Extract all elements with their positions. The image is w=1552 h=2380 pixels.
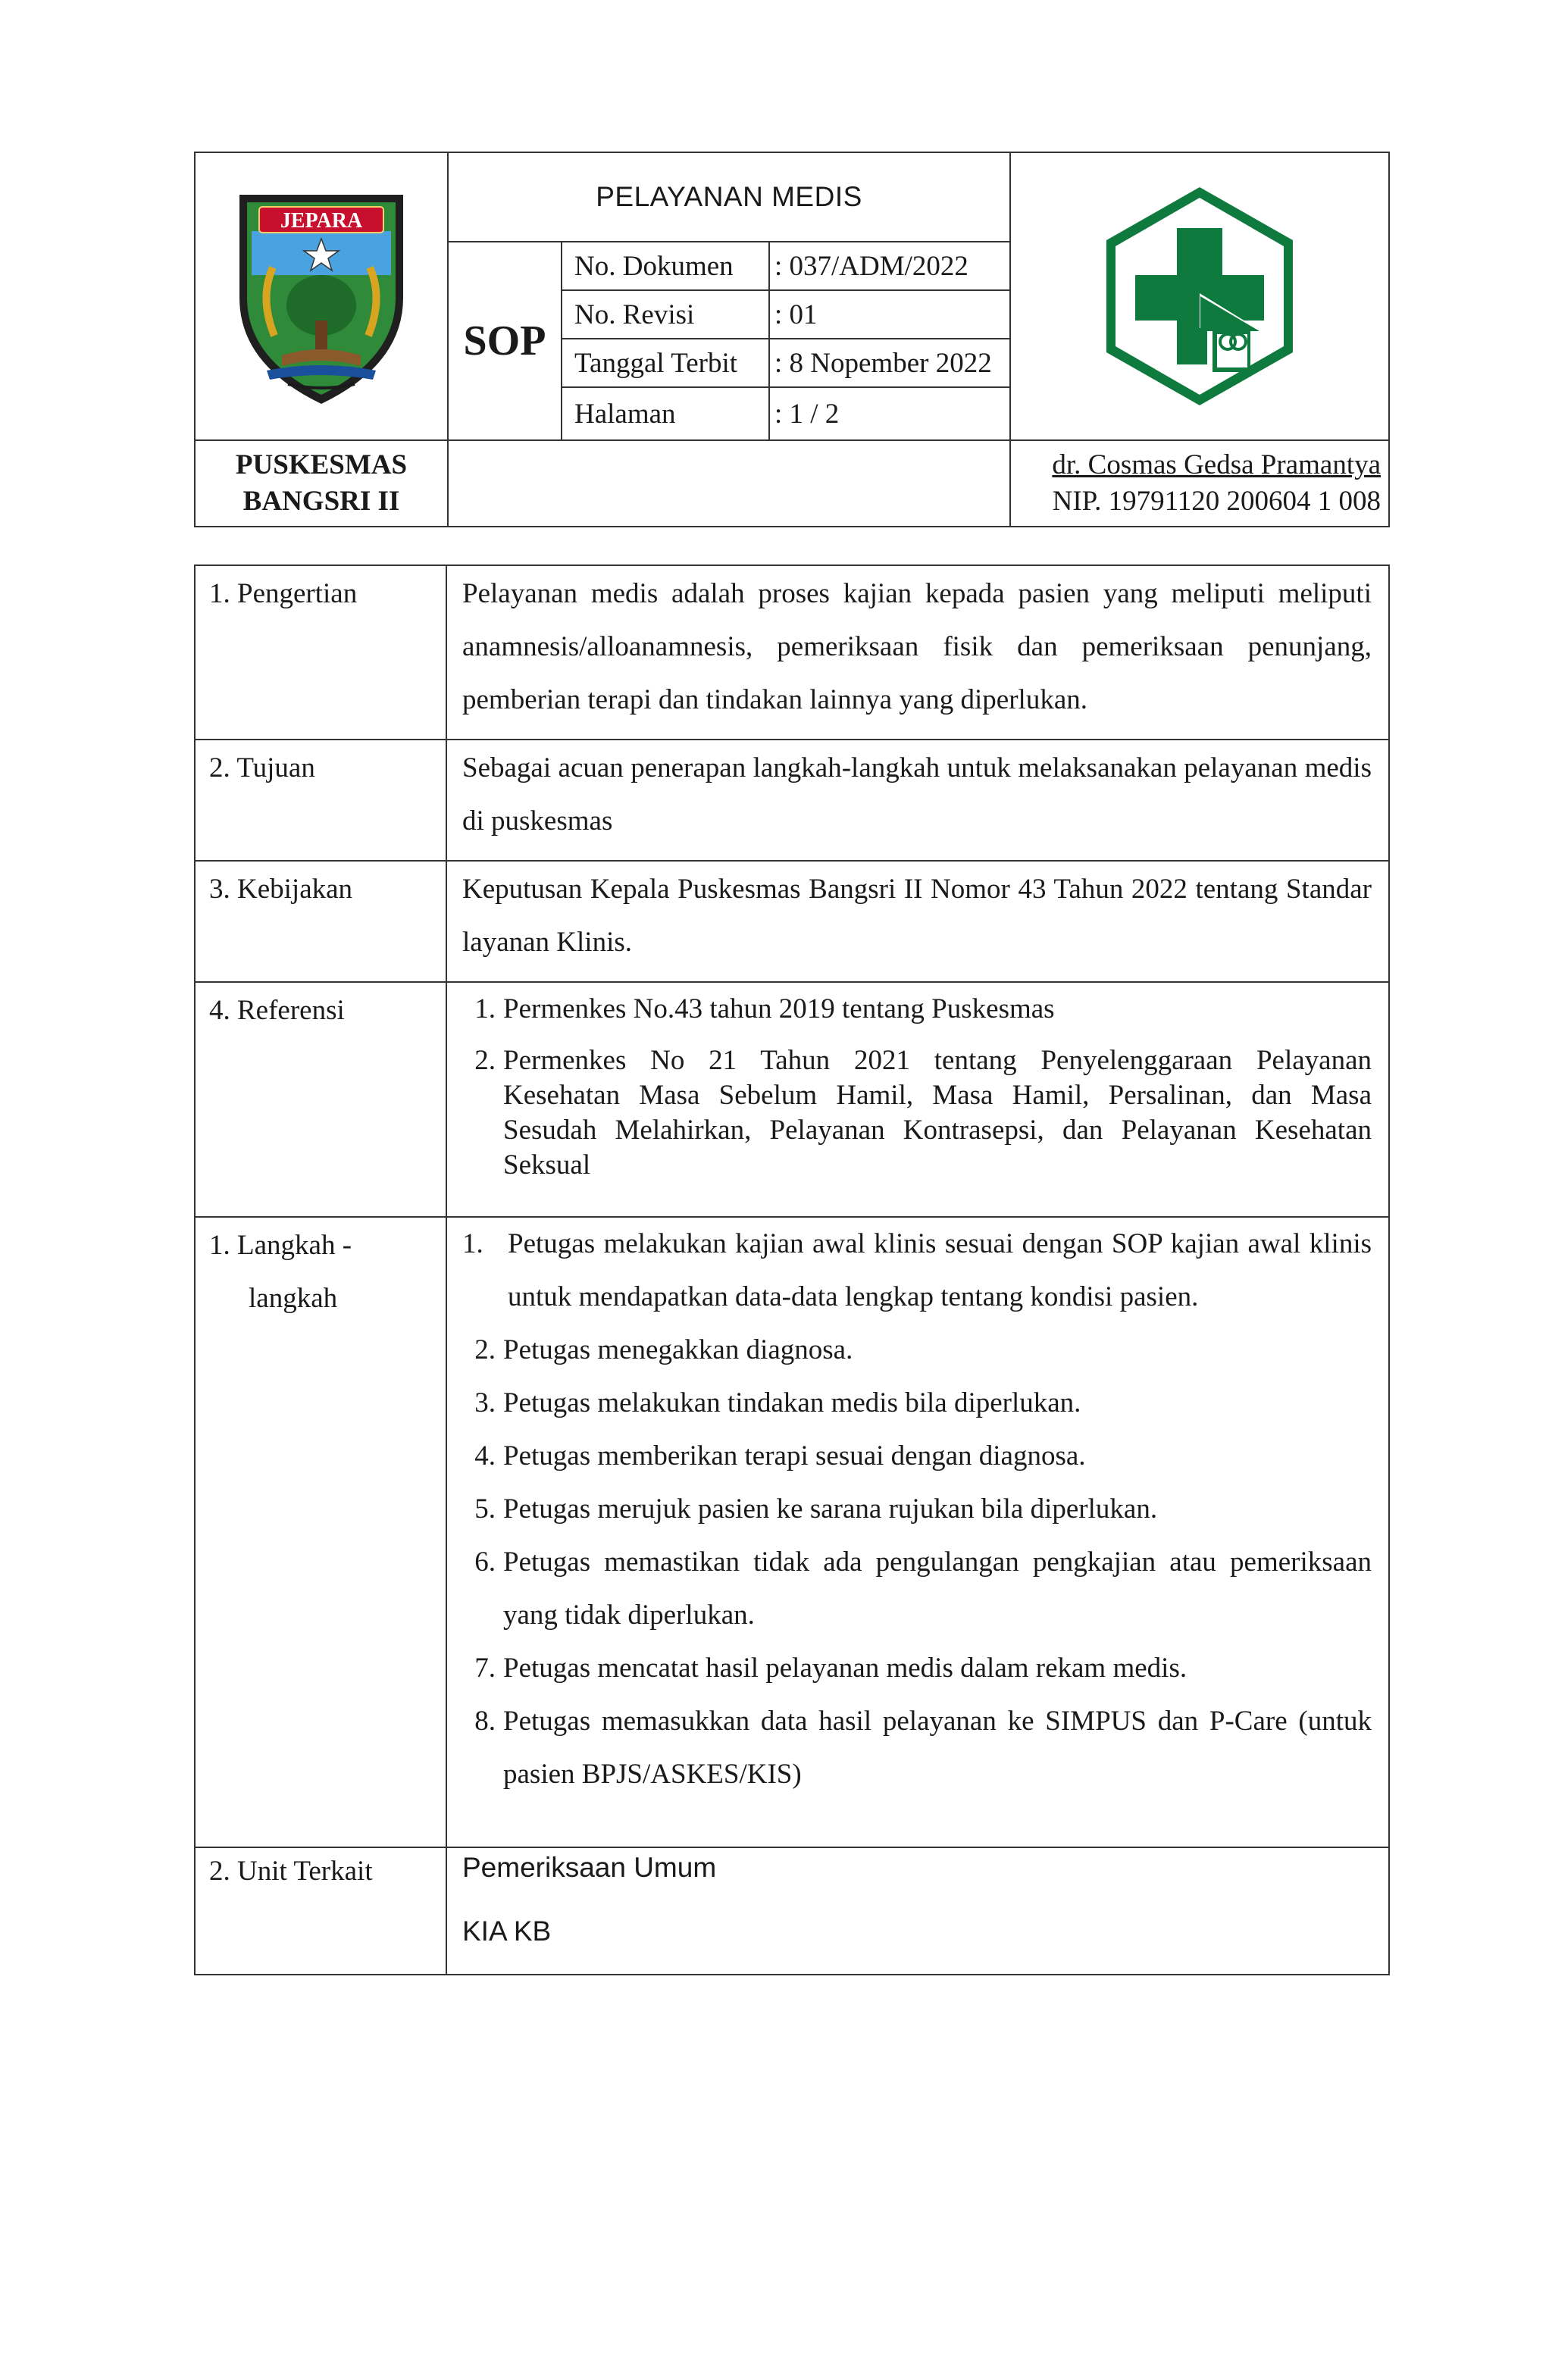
crest-banner-text: JEPARA <box>280 209 363 233</box>
list-item: 2. Petugas menegakkan diagnosa. <box>474 1334 853 1365</box>
revision-number-label: No. Revisi <box>562 290 769 339</box>
purpose-text: Sebagai acuan penerapan langkah-langkah untuk melaksanakan pelayanan medis di puskesmas <box>462 752 1372 837</box>
puskesmas-logo-cell <box>1010 152 1389 440</box>
section-label: 3. Kebijakan <box>195 861 446 982</box>
section-content <box>446 1847 1389 1975</box>
list-item: 2. Permenkes No 21 Tahun 2021 tentang Penyelenggaraan Pelayanan Kesehatan Masa Sebelum Hamil, Masa Hamil, Persalinan, dan Masa Sesudah Melahirkan, Pelayanan Kontrasepsi, dan Pelayanan Kesehatan Seksual <box>474 1045 1372 1181</box>
section-content <box>446 740 1389 861</box>
policy-text: Keputusan Kepala Puskesmas Bangsri II Nomor 43 Tahun 2022 tentang Standar layanan Klinis. <box>462 874 1372 958</box>
signatory-cell <box>1010 440 1389 527</box>
jepara-regency-crest-icon <box>229 184 414 408</box>
section-tujuan <box>195 740 1389 861</box>
page-value: : 1 / 2 <box>769 387 1010 440</box>
procedure-steps-list <box>462 1218 1372 1801</box>
section-content <box>446 565 1389 740</box>
issue-date-label: Tanggal Terbit <box>562 339 769 387</box>
section-label: 4. Referensi <box>195 982 446 1217</box>
puskesmas-logo-icon <box>1100 183 1299 410</box>
sop-header-table <box>194 152 1390 527</box>
sop-label: SOP <box>448 242 562 440</box>
document-title: PELAYANAN MEDIS <box>448 152 1010 242</box>
section-pengertian <box>195 565 1389 740</box>
page-label: Halaman <box>562 387 769 440</box>
list-item: 7. Petugas mencatat hasil pelayanan medis dalam rekam medis. <box>474 1653 1187 1684</box>
issue-date-value: : 8 Nopember 2022 <box>769 339 1010 387</box>
list-item: 5. Petugas merujuk pasien ke sarana rujukan bila diperlukan. <box>474 1493 1158 1525</box>
blank-header-cell <box>448 440 1010 527</box>
list-item: 8. Petugas memasukkan data hasil pelayanan ke SIMPUS dan P-Care (untuk pasien BPJS/ASKES/KIS) <box>474 1706 1372 1790</box>
definition-text: Pelayanan medis adalah proses kajian kepada pasien yang meliputi meliputi anamnesis/alloanamnesis, pemeriksaan fisik dan pemeriksaan penunjang, pemberian terapi dan tindakan lainnya yang diperlukan. <box>462 578 1372 715</box>
section-label: 2. Tujuan <box>195 740 446 861</box>
list-item: 4. Petugas memberikan terapi sesuai dengan diagnosa. <box>474 1440 1086 1471</box>
document-number-label: No. Dokumen <box>562 242 769 290</box>
section-content <box>446 1217 1389 1847</box>
list-item: 3. Petugas melakukan tindakan medis bila diperlukan. <box>474 1387 1081 1418</box>
signatory-nip: NIP. 19791120 200604 1 008 <box>1052 486 1381 517</box>
section-content <box>446 982 1389 1217</box>
signatory-name: dr. Cosmas Gedsa Pramantya <box>1052 449 1381 480</box>
section-kebijakan <box>195 861 1389 982</box>
revision-number-value: : 01 <box>769 290 1010 339</box>
sop-content-table <box>194 565 1390 1975</box>
section-unit-terkait <box>195 1847 1389 1975</box>
list-item: 6. Petugas memastikan tidak ada pengulangan pengkajian atau pemeriksaan yang tidak diperlukan. <box>474 1547 1372 1631</box>
reference-list <box>462 983 1372 1183</box>
section-content <box>446 861 1389 982</box>
section-label: 1. Langkah - langkah <box>195 1217 446 1847</box>
related-unit: Pemeriksaan Umum <box>462 1852 717 1883</box>
organization-name <box>195 440 448 527</box>
document-number-value: : 037/ADM/2022 <box>769 242 1010 290</box>
section-referensi <box>195 982 1389 1217</box>
section-label: 2. Unit Terkait <box>195 1847 446 1975</box>
section-label: 1. Pengertian <box>195 565 446 740</box>
related-unit: KIA KB <box>462 1916 552 1947</box>
jepara-logo-cell <box>195 152 448 440</box>
list-item: 1. Petugas melakukan kajian awal klinis sesuai dengan SOP kajian awal klinis untuk mendapatkan data-data lengkap tentang kondisi pasien. <box>462 1228 1372 1312</box>
organization-line-2: BANGSRI II <box>242 486 400 517</box>
organization-line-1: PUSKESMAS <box>235 449 408 480</box>
list-item: 1. Permenkes No.43 tahun 2019 tentang Puskesmas <box>474 993 1055 1024</box>
section-langkah <box>195 1217 1389 1847</box>
